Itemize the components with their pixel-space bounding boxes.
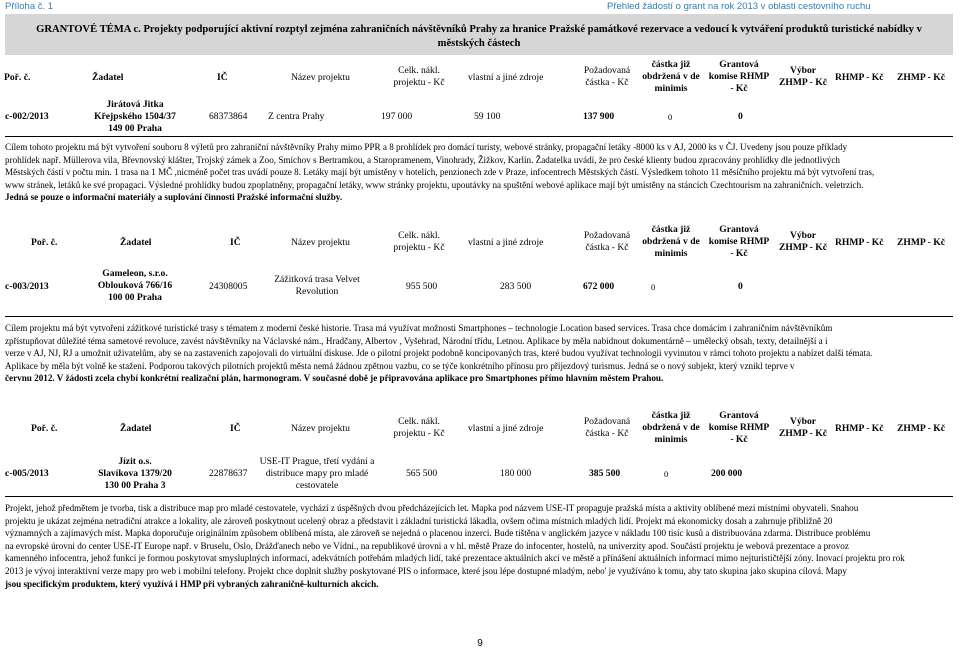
topic-title (5, 14, 953, 55)
col-nazev: Název projektu (291, 237, 350, 248)
total-cost: 565 500 (406, 468, 438, 479)
requested-amount: 672 000 (583, 281, 615, 292)
project-name: USE-IT Prague, třetí vydání a distribuce mapy pro mladé cestovatele (259, 456, 375, 491)
col-ic: IČ (230, 423, 241, 434)
col-rhmp: RHMP - Kč (835, 72, 884, 83)
own-resources: 283 500 (500, 281, 532, 292)
divider (5, 136, 953, 137)
header-right: Přehled žádostí o grant na rok 2013 v oblasti cestovního ruchu (607, 1, 871, 12)
deminimis-amount: 0 (664, 469, 669, 479)
commission-amount: 0 (738, 111, 743, 122)
project-id: c-005/2013 (5, 468, 49, 479)
project-name: Zážitková trasa Velvet Revolution (274, 274, 360, 297)
col-vybor: Výbor ZHMP - Kč (779, 416, 827, 439)
col-por-c: Poř. č. (4, 72, 31, 83)
header-left: Příloha č. 1 (5, 1, 54, 12)
requested-amount: 385 500 (589, 468, 621, 479)
project-description: Projekt, jehož předmětem je tvorba, tisk a distribuce map pro mladé cestovatele, vychází z úspěšných dvou předcházejících let. Mapka pod názvem USE-IT propaguje pražská místa a aktivity oblíbené mezi místními obyvateli. Snahou projektu je ukázat zejména netradiční atrakce a lokality, ale zároveň poskytnout ucelený obraz a představit i základní turistická lákadla, ovšem očima místních mladých lidí. Projekt má ekonomicky dosah a zahrnuje přibližně 20 významných a zajímavých míst. Mapka doporučuje originálním způsobem oblíbená místa, ale zároveň se nejedná o placenou inzerci. Bude tištěna v anglickém jazyce v nákladu 100 tisíc kusů a distribuována zdarma. Distribuce problému na evropské úrovni do center USE-IT Europe např. v Bruselu, Oslo, Drážďanech nebo ve Vídni., na republikové úrovni a v hl. městě Praze do infocenter, hostelů, na univerzity apod. Součástí projektu je webová prezentace a provoz kamenného infocentra, jehož funkcí je formou poskytovat smysluplných informací, adekvátních potřebám mladých lidí, také prezentace aktuálních akcí ve městě a přínášení aktuálních informací mimo nejturističtější zóny. Inovací projektu pro rok 2013 je vývoj interaktivní verze mapy pro web i mobilní telefony. Projekt chce doplnit služby poskytované PIS o informace, které jsou lépe dostupné mladým, nebo' je využíváno k tomu, aby tato skupina jako skupina cílová. Mapy jsou specifickým produktem, který využívá i HMP při vybraných zahraničně-kulturních akcích. (5, 503, 905, 589)
deminimis-amount: 0 (651, 282, 656, 292)
applicant-ic: 22878637 (209, 468, 248, 479)
col-obdrzena: částka již obdržená v de minimis (642, 410, 700, 445)
col-nazev: Název projektu (291, 72, 350, 83)
col-pozadovana: Požadovaná částka - Kč (583, 230, 631, 253)
col-obdrzena: částka již obdržená v de minimis (642, 224, 700, 259)
project-name: Z centra Prahy (268, 111, 325, 122)
applicant-ic: 68373864 (209, 111, 248, 122)
col-grantova: Grantová komise RHMP - Kč (708, 224, 770, 259)
col-grantova: Grantová komise RHMP - Kč (708, 59, 770, 94)
applicant: Gameleon, s.r.o. Oblouková 766/16 100 00 Praha (97, 268, 173, 303)
col-vlastni: vlastní a jiné zdroje (468, 237, 544, 248)
col-zadatel: Žadatel (120, 237, 152, 248)
col-ic: IČ (230, 237, 241, 248)
commission-amount: 0 (738, 281, 743, 292)
col-nazev: Název projektu (291, 423, 350, 434)
col-zhmp: ZHMP - Kč (897, 72, 945, 83)
total-cost: 955 500 (406, 281, 438, 292)
col-zhmp: ZHMP - Kč (897, 423, 945, 434)
col-rhmp: RHMP - Kč (835, 423, 884, 434)
col-zhmp: ZHMP - Kč (897, 237, 945, 248)
col-vlastni: vlastní a jiné zdroje (468, 423, 544, 434)
total-cost: 197 000 (381, 111, 413, 122)
own-resources: 180 000 (500, 468, 532, 479)
col-obdrzena: částka již obdržená v de minimis (642, 59, 700, 94)
col-vybor: Výbor ZHMP - Kč (779, 65, 827, 88)
project-description: Cílem projektu má být vytvoření zážitkové turistické trasy s tématem z moderní české historie. Trasa má využívat možnosti Smartphones – technologie Location based services. Trasa chce domácím i zahraničním návštěvníkům zpřístupňovat důležité téma sametové revoluce, zavést návštěvníky na Václavské nám., Hradčany, Albertov , Vyšehrad, Národní třídu, Letnou. Aplikace by měla nabídnout dokumentárně – umělecký obsah, texty, detailnější a i verze v AJ, NJ, RJ a umožnit uživatelům, aby se na zastaveních zapojovali do virtuální diskuse. Jde o pilotní projekt podobně koncipovaných tras, které budou využívat technologii vyvinutou v rámci tohoto projektu a nabízet další témata. Aplikace by měla být volně ke stažení. Podporou takových pilotních projektů města nemá žádnou zpětnou vazbu, co se týče konkrétního přínosu pro příjezdový turismus. Jedná se o nový subjekt, který vznikl teprve v červnu 2012. V žádosti zcela chybí konkrétní realizační plán, harmonogram. V současné době je připravována aplikace pro Smartphones přímo hlavním městem Prahou. (5, 323, 873, 384)
col-celk-nakl: Celk. nákl. projektu - Kč (393, 230, 445, 253)
project-description: Cílem tohoto projektu má být vytvoření souboru 8 výletů pro zahraniční návštěvníky Prahy mimo PPR a 8 prohlídek pro domácí turisty, webové stránky, propagační letáky -8000 ks v AJ, 2000 ks v ČJ. Uvedeny jsou pouze příklady prohlídek např. Müllerova vila, Břevnovský klášter, Trojský zámek a Zoo, Smíchov s Bertramkou, a Staropramenem, Vinohrady, Žižkov, Karlín. Žadatelka uvádí, že pro české klienty budou zpracovány prohlídky dle jednotlivých Městských částí v počtu min. 1 trasa na 1 MČ ,nicméně počet tras uvádí pouze 8. Letáky mají být umístěny v hotelích, penzionech zde v Praze, infocentrech Městských částí. Výsledkem tohoto 11 měsíčního projektu má být vytvoření tras, www stránek, letáků ke své propagaci. Výsledné prohlídky budou zpoplatněny, propagační letáky, www stránky projektu, upoutávky na spuštění webové aplikace mají být umístěny na stáncích Czechtourism na zahraničních. veletrzích. Jedná se pouze o informační materiály a suplování činnosti Pražské informační služby. (5, 142, 875, 203)
col-pozadovana: Požadovaná částka - Kč (583, 416, 631, 439)
col-grantova: Grantová komise RHMP - Kč (708, 410, 770, 445)
applicant-ic: 24308005 (209, 281, 248, 292)
divider (5, 496, 953, 497)
topic-title-line2: městských částech (437, 37, 521, 49)
project-id: c-002/2013 (5, 111, 49, 122)
col-vlastni: vlastní a jiné zdroje (468, 72, 544, 83)
applicant: Jízit o.s. Slavíkova 1379/20 130 00 Praha 3 (98, 456, 172, 491)
col-ic: IČ (217, 72, 228, 83)
col-rhmp: RHMP - Kč (835, 237, 884, 248)
col-celk-nakl: Celk. nákl. projektu - Kč (393, 416, 445, 439)
commission-amount: 200 000 (711, 468, 743, 479)
col-pozadovana: Požadovaná částka - Kč (583, 65, 631, 88)
own-resources: 59 100 (474, 111, 501, 122)
col-zadatel: Žadatel (92, 72, 124, 83)
topic-title-line1: GRANTOVÉ TÉMA c. Projekty podporující aktivní rozptyl zejména zahraničních návštěvníků Prahy za hranice Pražské památkové rezervace a vedoucí k vytváření produktů turistické nabídky v (36, 24, 922, 35)
col-celk-nakl: Celk. nákl. projektu - Kč (393, 65, 445, 88)
deminimis-amount: 0 (668, 112, 673, 122)
divider (5, 316, 953, 317)
col-por-c: Poř. č. (31, 237, 58, 248)
project-id: c-003/2013 (5, 281, 49, 292)
requested-amount: 137 900 (583, 111, 615, 122)
col-zadatel: Žadatel (120, 423, 152, 434)
col-por-c: Poř. č. (31, 423, 58, 434)
page-header (0, 0, 960, 13)
col-vybor: Výbor ZHMP - Kč (779, 230, 827, 253)
page-number: 9 (477, 638, 483, 649)
applicant: Jirátová Jitka Křejpského 1504/37 149 00 Praha (94, 99, 176, 134)
